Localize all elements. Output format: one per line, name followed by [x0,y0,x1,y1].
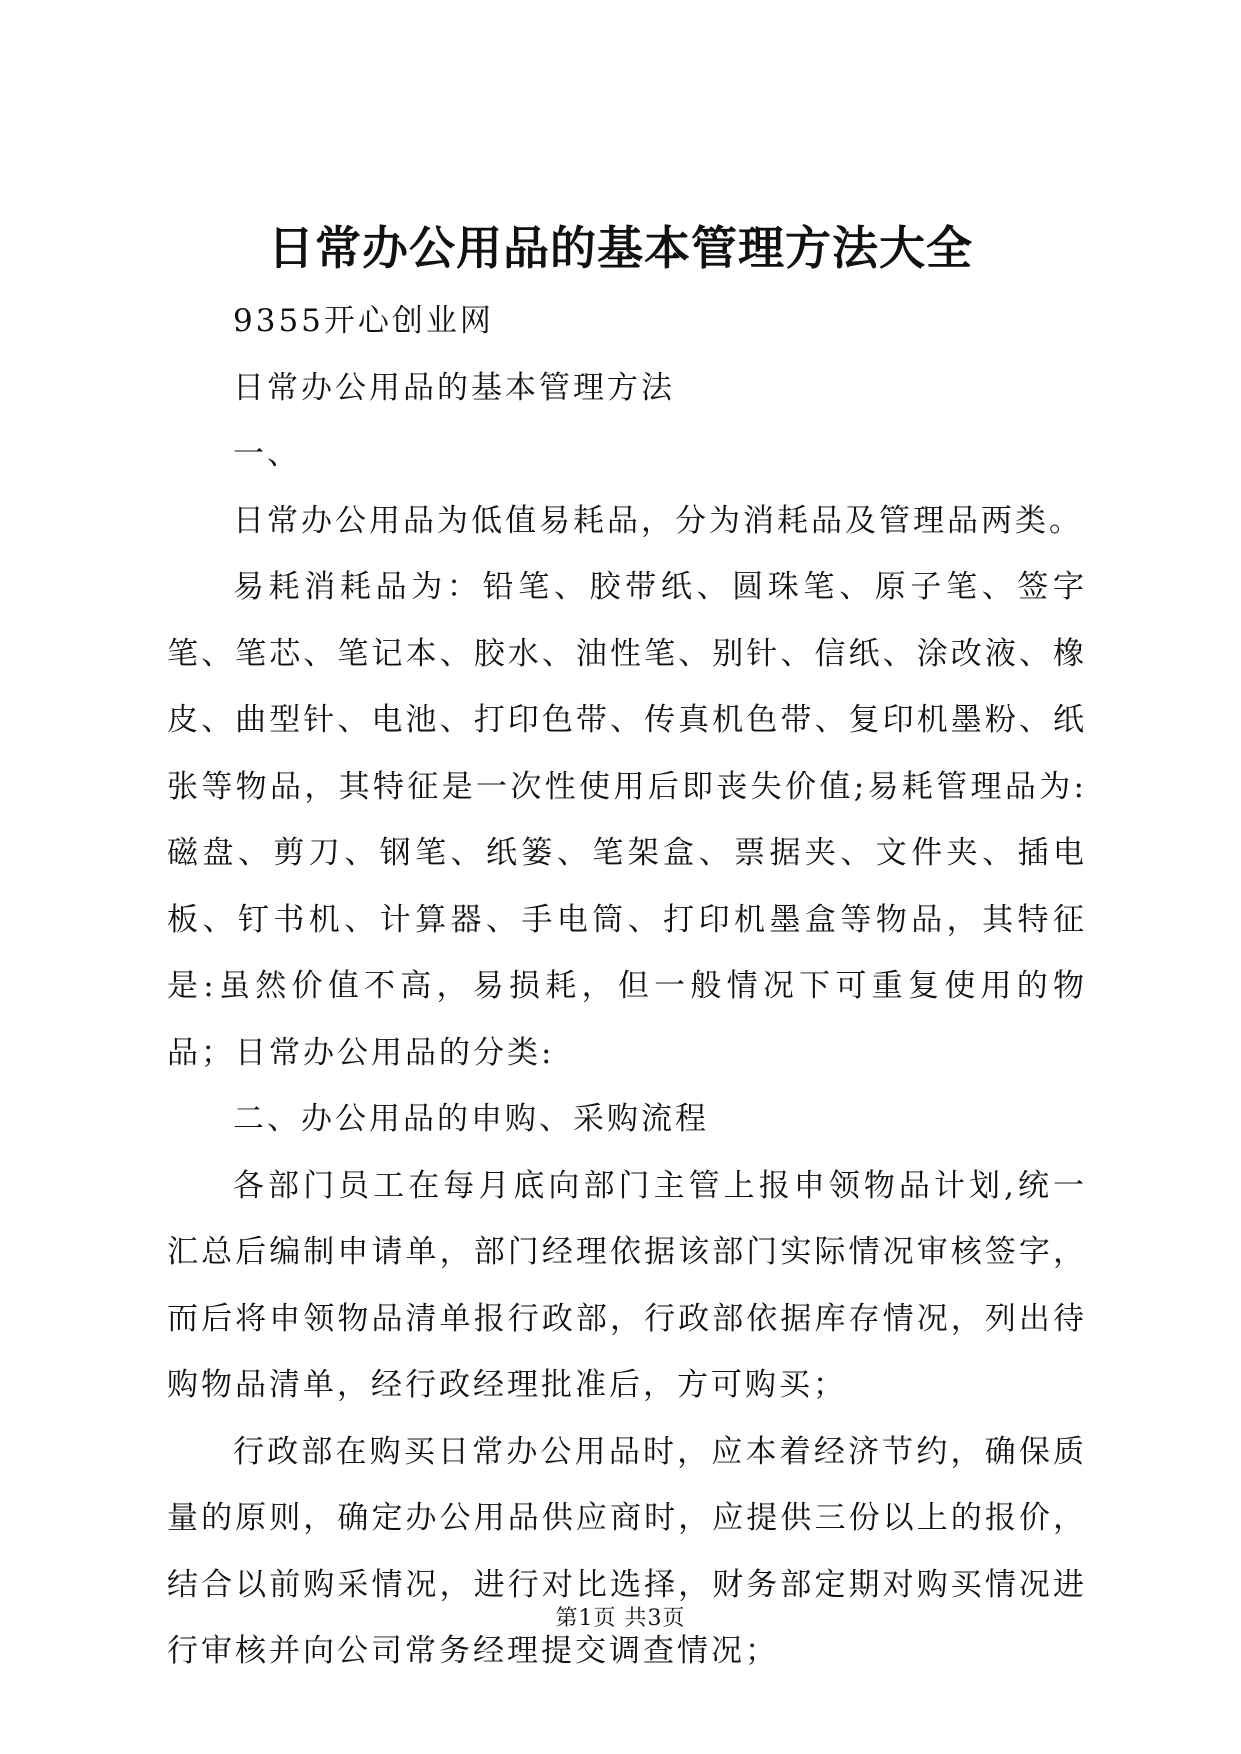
paragraph-source: 9355开心创业网 [233,303,494,339]
page-number-footer: 第1页 共3页 [555,1606,686,1631]
document-title: 日常办公用品的基本管理方法大全 [268,221,973,275]
document-body [167,288,1087,1685]
paragraph-section-two: 二、办公用品的申购、采购流程 [233,1101,709,1137]
paragraph-purchase-principle: 行政部在购买日常办公用品时，应本着经济节约，确保质量的原则，确定办公用品供应商时，应提供三份以上的报价，结合以前购采情况，进行对比选择，财务部定期对购买情况进行审核并向公司常务经理提交调查情况； [167,1433,1087,1669]
paragraph-section-one: 一、 [233,436,301,472]
paragraph-request-process: 各部门员工在每月底向部门主管上报申领物品计划,统一汇总后编制申请单，部门经理依据该部门实际情况审核签字，而后将申领物品清单报行政部，行政部依据库存情况，列出待购物品清单，经行政经理批准后，方可购买； [167,1167,1087,1403]
paragraph-item-list: 易耗消耗品为：铅笔、胶带纸、圆珠笔、原子笔、签字笔、笔芯、笔记本、胶水、油性笔、别针、信纸、涂改液、橡皮、曲型针、电池、打印色带、传真机色带、复印机墨粉、纸张等物品，其特征是一次性使用后即丧失价值;易耗管理品为:磁盘、剪刀、钢笔、纸篓、笔架盒、票据夹、文件夹、插电板、钉书机、计算器、手电筒、打印机墨盒等物品，其特征是:虽然价值不高，易损耗，但一般情况下可重复使用的物品；日常办公用品的分类: [167,569,1087,1071]
paragraph-definition: 日常办公用品为低值易耗品，分为消耗品及管理品两类。 [233,502,1083,539]
paragraph-subtitle: 日常办公用品的基本管理方法 [233,369,675,406]
